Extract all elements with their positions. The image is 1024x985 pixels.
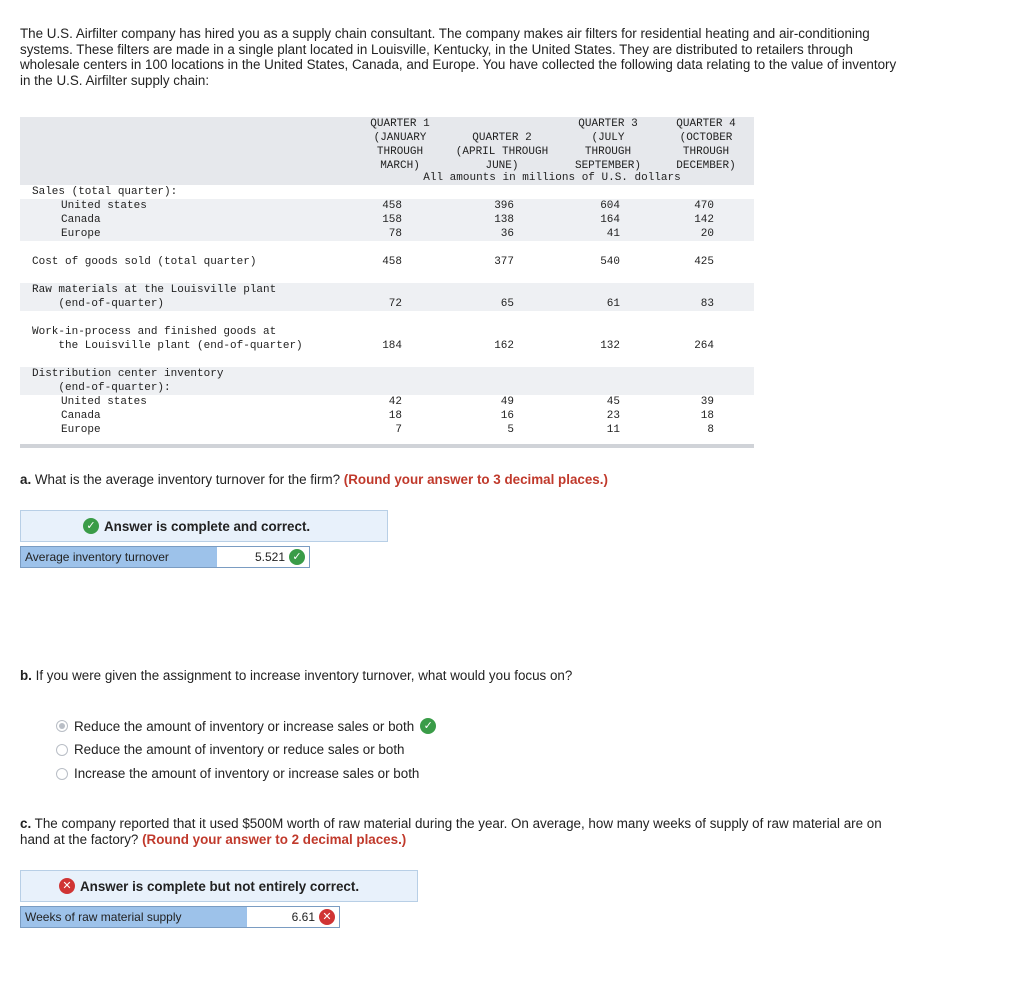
answer-c-value: 6.61: [291, 910, 315, 924]
dist-canada-q4: 18: [700, 410, 714, 422]
radio-selected[interactable]: [56, 720, 68, 732]
answer-c-label: Weeks of raw material supply: [21, 907, 247, 927]
question-a: [20, 472, 608, 488]
answer-a-status-text: Answer is complete and correct.: [104, 518, 311, 534]
sales-europe-q1: 78: [388, 228, 402, 240]
raw-q2: 65: [500, 298, 514, 310]
cogs-q1: 458: [382, 256, 402, 268]
wip-q3: 132: [600, 340, 620, 352]
sales-canada-q3: 164: [600, 214, 620, 226]
answer-c-input[interactable]: [247, 907, 339, 927]
cogs-label: Cost of goods sold (total quarter): [32, 256, 257, 268]
units-note: All amounts in millions of U.S. dollars: [423, 172, 681, 184]
problem-intro: The U.S. Airfilter company has hired you as a supply chain consultant. The company makes air filters for residential heating and air-conditioning systems. These filters are made in a single plant located in Louisville, Kentucky, in the United States. They are distributed to retailers through wholesale centers in 100 locations in the United States, Canada, and Europe. You have collected the following data relating to the value of inventory in the U.S. Airfilter supply chain:: [20, 26, 897, 88]
wip-q4: 264: [694, 340, 714, 352]
dist-canada-q2: 16: [500, 410, 514, 422]
check-circle-icon: ✓: [83, 518, 99, 534]
sales-canada-label: Canada: [61, 214, 101, 226]
dist-canada-q1: 18: [388, 410, 402, 422]
table-bottom-rule: [20, 444, 754, 448]
radio-unselected[interactable]: [56, 768, 68, 780]
dist-us-q3: 45: [606, 396, 620, 408]
cogs-q2: 377: [494, 256, 514, 268]
header-quarter-2: QUARTER 2 (APRIL THROUGH JUNE): [455, 132, 549, 172]
question-a-prefix: a.: [20, 472, 32, 487]
cogs-q3: 540: [600, 256, 620, 268]
answer-a-value: 5.521: [254, 550, 285, 564]
option-label: Reduce the amount of inventory or increase sales or both: [74, 718, 415, 734]
dist-europe-label: Europe: [61, 424, 101, 436]
dist-canada-label: Canada: [61, 410, 101, 422]
answer-a-input[interactable]: [217, 547, 309, 567]
option-reduce-inventory-reduce-sales[interactable]: [56, 742, 405, 757]
raw-q3: 61: [606, 298, 620, 310]
question-c-prefix: c.: [20, 816, 32, 831]
sales-us-label: United states: [61, 200, 147, 212]
dist-europe-q2: 5: [507, 424, 514, 436]
check-circle-icon: ✓: [289, 549, 305, 565]
option-reduce-inventory-increase-sales[interactable]: [56, 718, 436, 734]
question-b-text: If you were given the assignment to increase inventory turnover, what would you focus on?: [31, 668, 573, 683]
dist-us-q4: 39: [700, 396, 714, 408]
cogs-q4: 425: [694, 256, 714, 268]
sales-canada-q4: 142: [694, 214, 714, 226]
raw-q1: 72: [388, 298, 402, 310]
header-quarter-3: QUARTER 3 (JULY THROUGH SEPTEMBER): [574, 118, 641, 172]
sales-europe-label: Europe: [61, 228, 101, 240]
raw-q4: 83: [700, 298, 714, 310]
dist-europe-q4: 8: [707, 424, 714, 436]
answer-a-label: Average inventory turnover: [21, 547, 217, 567]
distribution-label: Distribution center inventory (end-of-quarter):: [32, 368, 224, 394]
header-quarter-1: QUARTER 1 (JANUARY THROUGH MARCH): [370, 118, 430, 172]
sales-us-q3: 604: [600, 200, 620, 212]
option-label: Reduce the amount of inventory or reduce sales or both: [74, 742, 405, 757]
sales-us-q2: 396: [494, 200, 514, 212]
wip-q2: 162: [494, 340, 514, 352]
header-quarter-4: QUARTER 4 (OCTOBER THROUGH DECEMBER): [676, 118, 736, 172]
question-b: [20, 668, 572, 684]
sales-us-q4: 470: [694, 200, 714, 212]
sales-canada-q1: 158: [382, 214, 402, 226]
sales-europe-q2: 36: [500, 228, 514, 240]
question-b-prefix: b.: [20, 668, 32, 683]
answer-a-status: [20, 510, 388, 542]
dist-europe-q1: 7: [395, 424, 402, 436]
x-circle-icon: ✕: [59, 878, 75, 894]
dist-canada-q3: 23: [606, 410, 620, 422]
sales-europe-q3: 41: [606, 228, 620, 240]
question-a-text: What is the average inventory turnover for the firm?: [31, 472, 344, 487]
raw-materials-label: Raw materials at the Louisville plant (end-of-quarter): [32, 284, 277, 310]
radio-unselected[interactable]: [56, 744, 68, 756]
check-circle-icon: ✓: [420, 718, 436, 734]
sales-canada-q2: 138: [494, 214, 514, 226]
option-increase-inventory-increase-sales[interactable]: [56, 766, 419, 781]
dist-europe-q3: 11: [606, 424, 620, 436]
answer-a-row: [20, 546, 310, 568]
answer-c-status: [20, 870, 418, 902]
answer-c-row: [20, 906, 340, 928]
question-c: [20, 816, 900, 847]
sales-europe-q4: 20: [700, 228, 714, 240]
wip-label: Work-in-process and finished goods at the Louisville plant (end-of-quarter): [32, 326, 303, 352]
x-circle-icon: ✕: [319, 909, 335, 925]
sales-us-q1: 458: [382, 200, 402, 212]
answer-c-status-text: Answer is complete but not entirely correct.: [80, 878, 360, 894]
wip-q1: 184: [382, 340, 402, 352]
dist-us-label: United states: [61, 396, 147, 408]
question-c-hint: (Round your answer to 2 decimal places.): [142, 831, 407, 847]
sales-label: Sales (total quarter):: [32, 186, 178, 198]
dist-us-q2: 49: [500, 396, 514, 408]
question-c-text: The company reported that it used $500M worth of raw material during the year. On average, how many weeks of supply of raw material are on hand at the factory?: [20, 816, 882, 847]
question-a-hint: (Round your answer to 3 decimal places.): [343, 472, 608, 487]
option-label: Increase the amount of inventory or increase sales or both: [74, 766, 420, 781]
dist-us-q1: 42: [388, 396, 402, 408]
